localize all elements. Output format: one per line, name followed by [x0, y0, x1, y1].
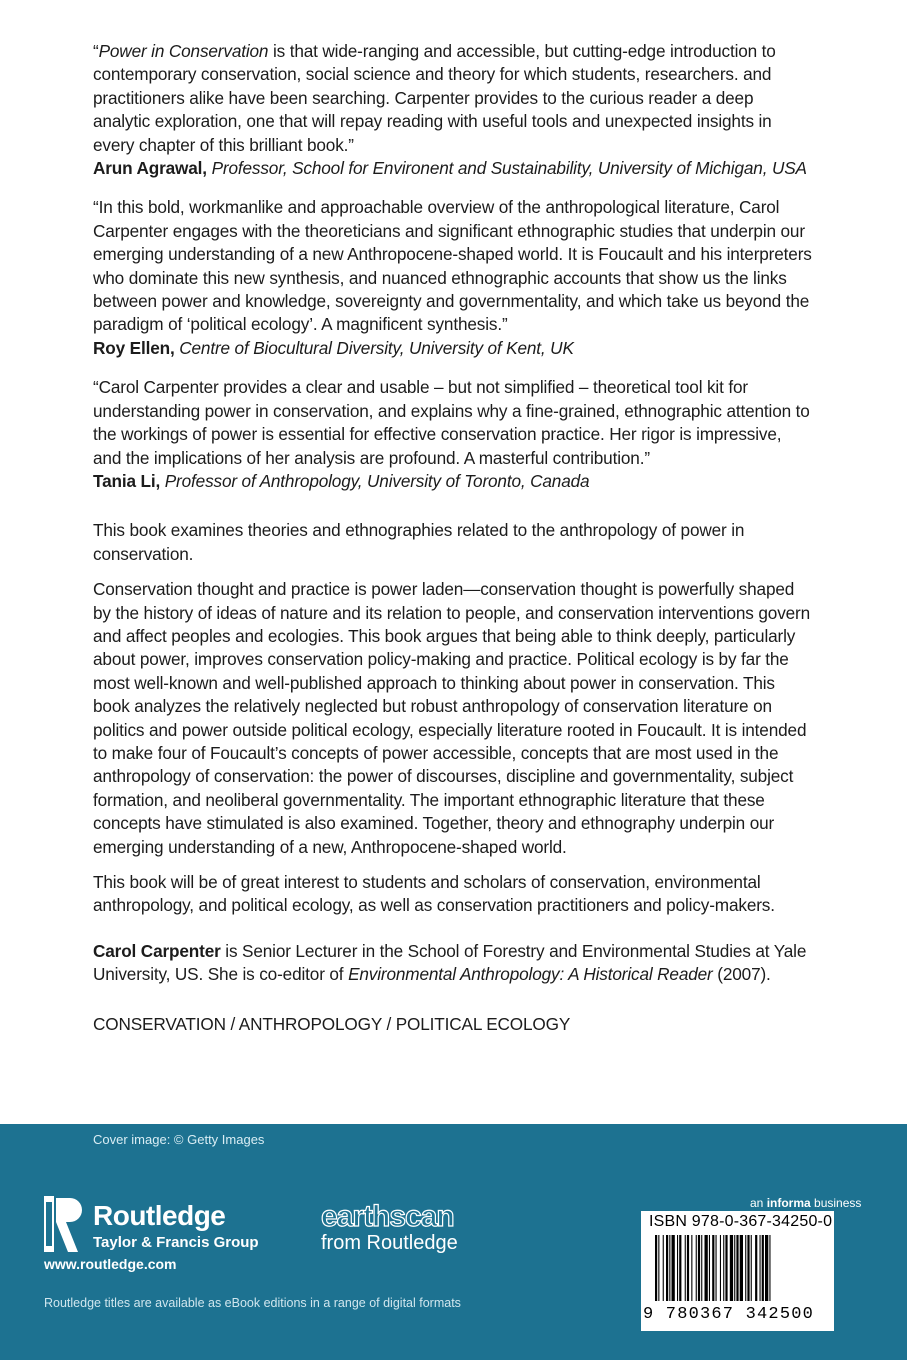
quote-3: “Carol Carpenter provides a clear and usable – but not simplified – theoretical tool kit for understanding power in conservation, and explains why a fine-grained, ethnographic attention to the workings of power is essential for effective conservation practice. Her rigor is impressive, and the implications of her analysis are profound. A masterful contribution.” — [93, 377, 810, 468]
back-cover-text — [93, 40, 813, 1036]
barcode-bar — [705, 1235, 708, 1301]
endorser-name: Arun Agrawal, — [93, 158, 207, 179]
barcode-bar — [751, 1235, 752, 1301]
barcode-bar — [658, 1235, 659, 1301]
barcode-bar — [712, 1235, 714, 1301]
barcode-bar — [685, 1235, 686, 1301]
author-book-title: Environmental Anthropology: A Historical Reader — [348, 964, 713, 985]
barcode-bar — [760, 1235, 761, 1301]
endorser-role: Centre of Biocultural Diversity, University of Kent, UK — [179, 337, 574, 358]
description-intro: This book examines theories and ethnographies related to the anthropology of power in conservation. — [93, 520, 745, 564]
informa-tagline: an informa business — [750, 1196, 862, 1210]
imprint-subtitle: from Routledge — [321, 1232, 458, 1254]
barcode-bar — [679, 1235, 681, 1301]
barcode-bar — [747, 1235, 749, 1301]
barcode-bar — [730, 1235, 733, 1301]
barcode-bar — [701, 1235, 702, 1301]
endorser-role: Professor of Anthropology, University of Toronto, Canada — [164, 470, 590, 491]
barcode-bar — [723, 1235, 724, 1301]
isbn-barcode — [641, 1211, 834, 1331]
author-bio: Carol Carpenter is Senior Lecturer in the School of Forestry and Environmental Studies at Yale University, US. She is co-editor of Environmental Anthropology: A Historical Reader (2007). — [93, 940, 807, 985]
description-body: Conservation thought and practice is power laden—conservation thought is powerfully shaped by the history of ideas of nature and its relation to people, and conservation interventions govern and affect peoples and ecologies. This book argues that being able to think deeply, particularly about power, improves conservation policy-making and practice. Political ecology is by far the most well-known and well-published approach to thinking about power in conservation. This book analyzes the relatively neglected but robust anthropology of conservation literature on politics and power outside political ecology, especially literature rooted in Foucault. It is intended to make four of Foucault’s concepts of power accessible, concepts that are most used in the anthropology of conservation: the power of discourses, discipline and governmentality, subject formation, and neoliberal governmentality. The important ethnographic literature that these concepts have stimulated is also examined. Together, theory and ethnography underpin our emerging understanding of a new, Anthropocene-shaped world. — [93, 579, 811, 857]
barcode-bar — [762, 1235, 764, 1301]
barcode-bar — [655, 1235, 657, 1301]
barcode-bar — [669, 1235, 670, 1301]
isbn-number: ISBN 978-0-367-34250-0 — [649, 1213, 833, 1230]
earthscan-logo: earthscan — [321, 1200, 454, 1233]
barcode-digits: 9 780367 342500 — [643, 1305, 815, 1324]
barcode-bar — [716, 1235, 717, 1301]
barcode-bar — [677, 1235, 678, 1301]
barcode-bar — [740, 1235, 743, 1301]
quote-2: “In this bold, workmanlike and approachable overview of the anthropological literature, Carol Carpenter engages with the theoreticians and significant ethnographic studies that underpin our emerging understanding of a new Anthropocene-shaped world. It is Foucault and his interpreters who dominate this new synthesis, and nuanced ethnographic accounts that show us the links between power and knowledge, sovereignty and governmentality, and which take us beyond the paradigm of ‘political ecology’. A magnificent synthesis.” — [93, 197, 812, 335]
endorser-name: Tania Li, — [93, 470, 161, 491]
barcode-bar — [666, 1235, 668, 1301]
routledge-logo-icon — [42, 1194, 84, 1254]
barcode-bar — [765, 1235, 768, 1301]
barcode-bar — [745, 1235, 746, 1301]
ebook-note: Routledge titles are available as eBook editions in a range of digital formats — [44, 1296, 461, 1310]
barcode-bar — [698, 1235, 700, 1301]
barcode-bar — [663, 1235, 664, 1301]
barcode-bar — [720, 1235, 721, 1301]
publisher-group: Taylor & Francis Group — [93, 1234, 259, 1251]
description-audience: This book will be of great interest to students and scholars of conservation, environmental anthropology, and political ecology, as well as conservation practitioners and policy-makers. — [93, 872, 775, 916]
endorser-name: Roy Ellen, — [93, 337, 175, 358]
book-title-ref: Power in Conservation — [98, 41, 269, 61]
cover-credit: Cover image: © Getty Images — [93, 1132, 265, 1147]
publisher-name: Routledge — [93, 1200, 226, 1231]
endorser-role: Professor, School for Environent and Sustainability, University of Michigan, USA — [211, 158, 807, 179]
barcode-bar — [725, 1235, 727, 1301]
barcode-bar — [736, 1235, 738, 1301]
quote-1-text: is that wide-ranging and accessible, but cutting-edge introduction to contemporary conservation, social science and theory for which students, researchers. and practitioners alike have been searching. Carpenter provides to the curious reader a deep analytic exploration, one that will repay reading with useful tools and unexpected insights in every chapter of this brilliant book.” — [93, 41, 776, 155]
attribution-1 — [93, 157, 813, 180]
barcode-bar — [691, 1235, 692, 1301]
publisher-url[interactable]: www.routledge.com — [44, 1256, 177, 1272]
attribution-2 — [93, 337, 813, 360]
barcode-bar — [687, 1235, 689, 1301]
barcode-bar — [769, 1235, 770, 1301]
barcode-bar — [696, 1235, 697, 1301]
quote-1: “Power in Conservation is that wide-ranging and accessible, but cutting-edge introduction to contemporary conservation, social science and theory for which students, researchers. and practitioners alike have been searching. Carpenter provides to the curious reader a deep analytic exploration, one that will repay reading with useful tools and unexpected insights in every chapter of this brilliant book.” — [93, 41, 776, 155]
barcode-bar — [755, 1235, 757, 1301]
barcode-bar — [734, 1235, 735, 1301]
barcode-bar — [709, 1235, 710, 1301]
attribution-3 — [93, 470, 813, 493]
author-name: Carol Carpenter — [93, 940, 221, 961]
barcode-bar — [672, 1235, 675, 1301]
subject-categories: CONSERVATION / ANTHROPOLOGY / POLITICAL ECOLOGY — [93, 1013, 571, 1034]
barcode-icon — [641, 1233, 834, 1305]
